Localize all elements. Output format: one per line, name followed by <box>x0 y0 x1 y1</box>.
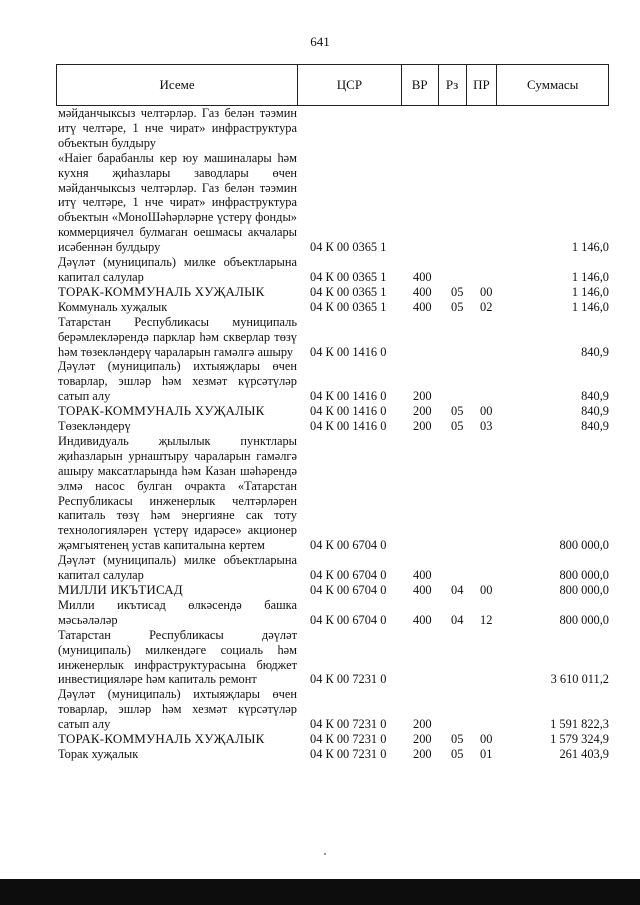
row-vr: 200 <box>413 732 432 747</box>
row-pr: 02 <box>480 299 493 314</box>
table-row <box>56 434 609 553</box>
table-row <box>56 404 609 419</box>
row-vr: 200 <box>413 746 432 761</box>
row-rz: 04 <box>451 583 464 597</box>
row-csr: 04 К 00 1416 0 <box>310 389 387 404</box>
row-sum: 261 403,9 <box>559 746 609 761</box>
row-csr: 04 К 00 0365 1 <box>310 299 387 314</box>
table-row <box>56 359 609 404</box>
table-row <box>56 106 609 151</box>
row-csr: 04 К 00 6704 0 <box>310 538 387 553</box>
row-csr: 04 К 00 7231 0 <box>310 717 387 732</box>
table-body <box>56 106 609 762</box>
row-vr: 200 <box>413 389 432 404</box>
row-csr: 04 К 00 1416 0 <box>310 404 387 419</box>
row-sum: 800 000,0 <box>559 538 609 553</box>
scan-bottom-edge <box>0 879 640 905</box>
row-sum: 840,9 <box>581 344 609 359</box>
row-csr: 04 К 00 7231 0 <box>310 746 387 761</box>
row-pr: 00 <box>480 404 493 419</box>
table-row <box>56 583 609 598</box>
row-csr: 04 К 00 6704 0 <box>310 612 387 627</box>
row-sum: 800 000,0 <box>559 583 609 597</box>
row-pr: 00 <box>480 583 493 597</box>
row-sum: 800 000,0 <box>559 568 609 583</box>
row-vr: 400 <box>413 284 432 299</box>
row-sum: 840,9 <box>581 419 609 434</box>
row-name: МИЛЛИ ИКЪТИСАД <box>58 582 183 597</box>
header-pr: ПР <box>466 65 497 105</box>
row-name: Татарстан Республикасы муниципаль берәмлекләрендә парклар һәм скверлар төзү һәм төзекләндерү чараларын гамәлгә ашыру <box>58 314 297 359</box>
row-name: Индивидуаль җылылык пунктлары җиһазларын урнаштыру чараларын гамәлгә ашыру максатларында һәм Казан шәһәрендә элмә насос булган очракта «Татарстан Республикасы инженерлык челтәрләрен капиталь төзү һәм энергияне сак тоту технологияләрен үстерү идарәсе» акционер җәмгыятенең устав капиталына кертем <box>58 433 297 553</box>
row-csr: 04 К 00 0365 1 <box>310 269 387 284</box>
row-csr: 04 К 00 6704 0 <box>310 568 387 583</box>
row-name: ТОРАК-КОММУНАЛЬ ХУҖАЛЫК <box>58 283 265 299</box>
table-header <box>56 64 609 106</box>
table-row <box>56 747 609 762</box>
row-sum: 3 610 011,2 <box>550 672 609 687</box>
row-rz: 05 <box>451 299 464 314</box>
table-row <box>56 419 609 434</box>
scan-speck <box>324 853 326 855</box>
table-row <box>56 628 609 688</box>
table-row <box>56 732 609 747</box>
row-pr: 00 <box>480 732 493 747</box>
row-sum: 840,9 <box>581 389 609 404</box>
row-rz: 04 <box>451 612 464 627</box>
budget-table <box>56 64 609 762</box>
row-vr: 200 <box>413 404 432 419</box>
row-name: ТОРАК-КОММУНАЛЬ ХУҖАЛЫК <box>58 731 265 747</box>
header-sum: Суммасы <box>496 65 608 105</box>
row-sum: 1 579 324,9 <box>550 732 609 747</box>
row-sum: 1 146,0 <box>571 299 609 314</box>
table-row <box>56 553 609 583</box>
row-name: Дәүләт (муниципаль) милке объектларына капитал салулар <box>58 255 297 284</box>
row-name: «Haier барабанлы кер юу машиналары һәм кухня җиһазлары заводлары өчен мәйданчыксыз челтәрләр. Газ белән тәэмин итү челтәре, 1 нче чират» инфраструктура объектын «МоноШәһәрләрне үстерү фонды» коммерциячел булмаган оешмасы акчалары исәбеннән булдыру <box>58 150 297 255</box>
row-vr: 200 <box>413 717 432 732</box>
row-rz: 05 <box>451 746 464 761</box>
table-row <box>56 255 609 285</box>
row-vr: 200 <box>413 419 432 434</box>
row-sum: 840,9 <box>581 404 609 419</box>
header-vr: ВР <box>401 65 438 105</box>
row-csr: 04 К 00 7231 0 <box>310 672 387 687</box>
row-name: Дәүләт (муниципаль) милке объектларына капитал салулар <box>58 553 297 583</box>
row-csr: 04 К 00 6704 0 <box>310 583 387 597</box>
row-csr: 04 К 00 1416 0 <box>310 419 387 434</box>
table-row <box>56 300 609 315</box>
row-sum: 1 591 822,3 <box>550 717 609 732</box>
row-name: Милли икътисад өлкәсендә башка мәсьәләләр <box>58 597 297 627</box>
row-vr: 400 <box>413 612 432 627</box>
row-name: ТОРАК-КОММУНАЛЬ ХУҖАЛЫК <box>58 403 265 419</box>
row-name: мәйданчыксыз челтәрләр. Газ белән тәэмин итү челтәре, 1 нче чират» инфраструктура объектын булдыру <box>58 106 297 150</box>
row-name: Коммуналь хуҗалык <box>58 299 168 314</box>
row-sum: 1 146,0 <box>571 240 609 255</box>
row-name: Дәүләт (муниципаль) ихтыяҗлары өчен товарлар, эшләр һәм хезмәт күрсәтүләр сатып алу <box>58 687 297 732</box>
header-csr: ЦСР <box>297 65 401 105</box>
row-vr: 400 <box>413 299 432 314</box>
table-row <box>56 315 609 360</box>
row-csr: 04 К 00 0365 1 <box>310 240 387 255</box>
header-rz: Рз <box>438 65 466 105</box>
row-rz: 05 <box>451 404 464 419</box>
row-name: Татарстан Республикасы дәүләт (муниципаль) милкендәге социаль һәм инженерлык инфраструктурасына бюджет инвестицияләре һәм капиталь ремонт <box>58 627 297 687</box>
row-rz: 05 <box>451 284 464 299</box>
row-sum: 1 146,0 <box>571 284 609 299</box>
row-rz: 05 <box>451 732 464 747</box>
row-csr: 04 К 00 0365 1 <box>310 284 387 299</box>
row-rz: 05 <box>451 419 464 434</box>
row-name: Торак хуҗалык <box>58 746 139 761</box>
row-vr: 400 <box>413 568 432 583</box>
table-row <box>56 598 609 628</box>
row-csr: 04 К 00 7231 0 <box>310 732 387 747</box>
row-pr: 03 <box>480 419 493 434</box>
row-name: Дәүләт (муниципаль) ихтыяҗлары өчен товарлар, эшләр һәм хезмәт күрсәтүләр сатып алу <box>58 359 297 404</box>
row-pr: 01 <box>480 746 493 761</box>
row-name: Төзекләндерү <box>58 419 131 434</box>
row-csr: 04 К 00 1416 0 <box>310 344 387 359</box>
table-row <box>56 151 609 255</box>
table-row <box>56 687 609 732</box>
table-row <box>56 285 609 300</box>
row-pr: 12 <box>480 612 493 627</box>
row-vr: 400 <box>413 583 432 597</box>
row-pr: 00 <box>480 284 493 299</box>
page-number: 641 <box>310 34 330 49</box>
row-sum: 1 146,0 <box>571 269 609 284</box>
row-vr: 400 <box>413 269 432 284</box>
row-sum: 800 000,0 <box>559 612 609 627</box>
header-name: Исеме <box>159 77 195 92</box>
